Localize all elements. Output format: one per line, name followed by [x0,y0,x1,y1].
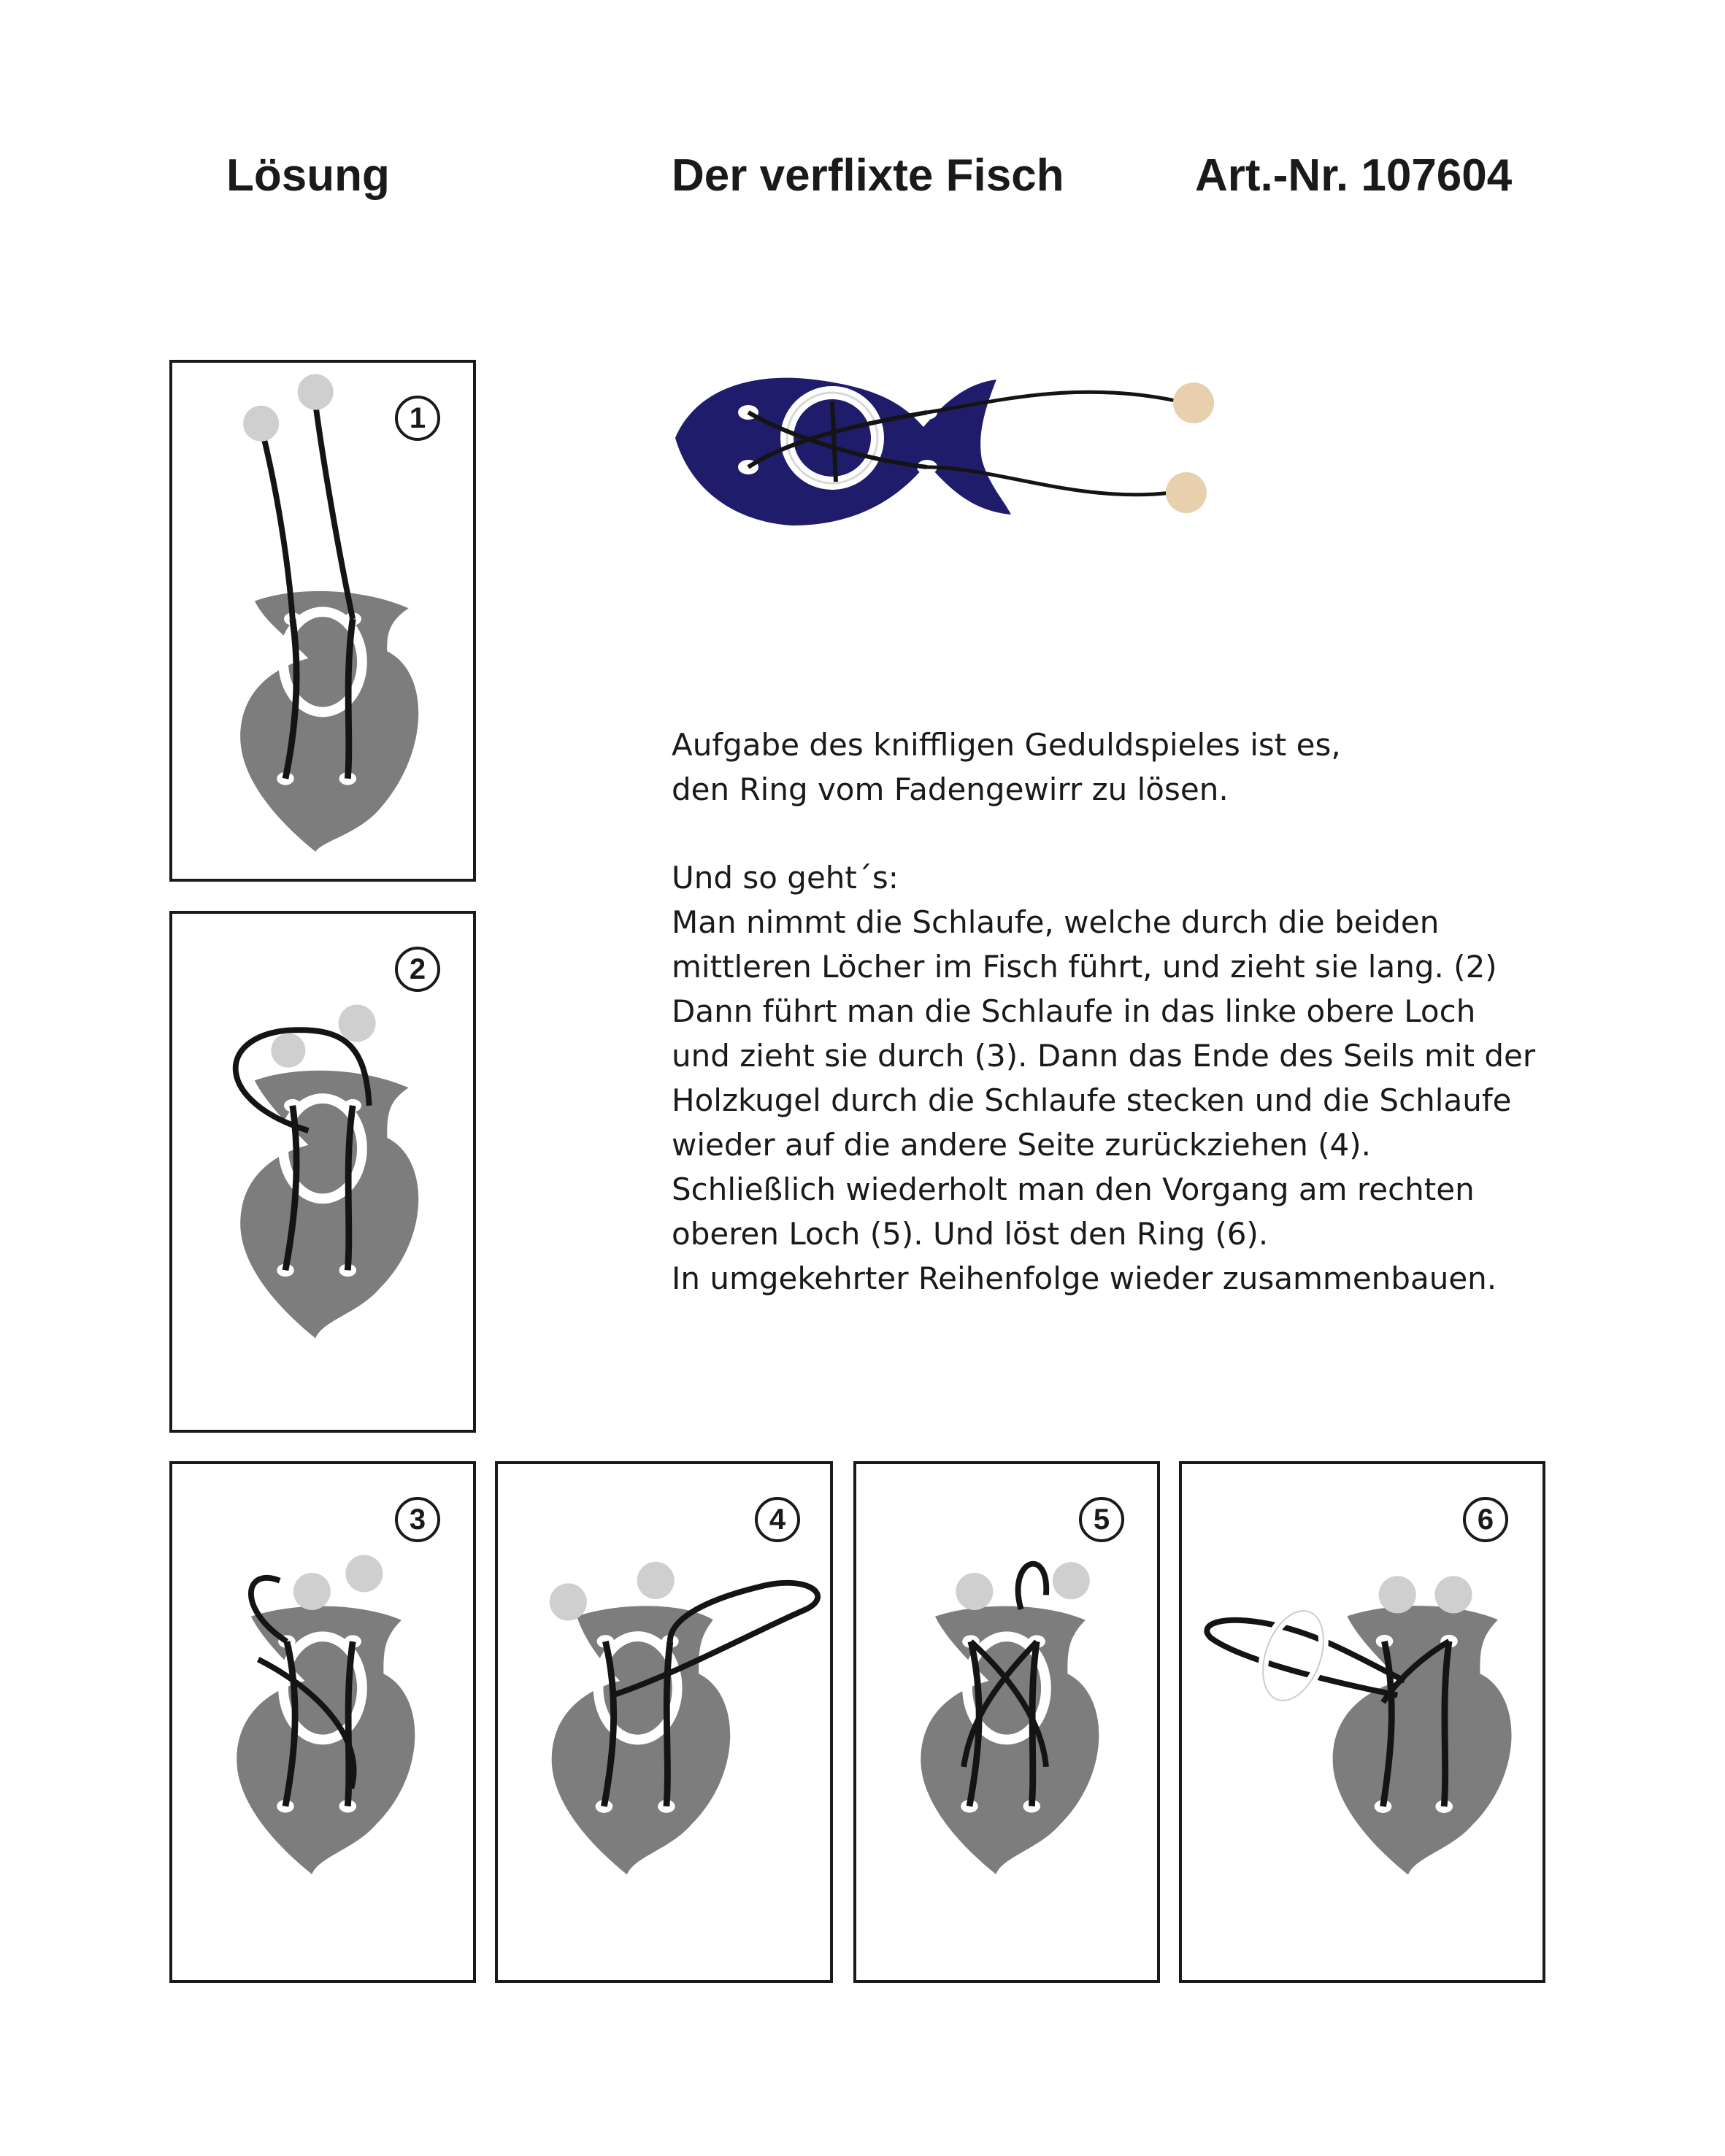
instruction-line: Man nimmt die Schlaufe, welche durch die beiden [672,904,1440,940]
step-2-panel [169,911,476,1433]
intro-line: Aufgabe des kniffligen Geduldspieles ist es, [672,727,1341,763]
fish-step-illustration [856,1464,1157,1980]
intro-text [672,723,1341,812]
step-number-badge: 4 [755,1497,800,1542]
instruction-line: Dann führt man die Schlaufe in das linke obere Loch [672,993,1476,1029]
instruction-line: oberen Loch (5). Und löst den Ring (6). [672,1216,1269,1252]
fish-step-illustration [172,1464,473,1980]
step-5-panel [853,1461,1160,1983]
instruction-line: und zieht sie durch (3). Dann das Ende des Seils mit der [672,1038,1536,1074]
fish-step-illustration [172,363,473,879]
instructions-text [672,855,1535,1301]
step-number-badge: 5 [1079,1497,1124,1542]
step-4-panel [495,1461,833,1983]
article-number: Art.-Nr. 107604 [1195,150,1513,201]
step-number-badge: 2 [395,947,440,992]
instruction-line: In umgekehrter Reihenfolge wieder zusammenbauen. [672,1260,1497,1296]
instruction-line: mittleren Löcher im Fisch führt, und zieht sie lang. (2) [672,949,1497,985]
instruction-line: wieder auf die andere Seite zurückziehen (4). [672,1127,1372,1163]
instruction-line: Und so geht´s: [672,860,899,896]
instruction-line: Schließlich wiederholt man den Vorgang am rechten [672,1171,1475,1207]
fish-puzzle-photo [668,358,1237,547]
step-6-panel [1179,1461,1545,1983]
step-1-panel [169,360,476,882]
step-number-badge: 1 [395,396,440,441]
step-3-panel [169,1461,476,1983]
step-number-badge: 3 [395,1497,440,1542]
step-number-badge: 6 [1463,1497,1508,1542]
fish-step-illustration [1182,1464,1542,1980]
fish-step-illustration [172,914,473,1430]
intro-line: den Ring vom Fadengewirr zu lösen. [672,771,1229,807]
puzzle-title: Der verflixte Fisch [672,150,1064,201]
solution-heading: Lösung [226,150,390,201]
instruction-line: Holzkugel durch die Schlaufe stecken und die Schlaufe [672,1082,1512,1118]
fish-step-illustration [498,1464,830,1980]
